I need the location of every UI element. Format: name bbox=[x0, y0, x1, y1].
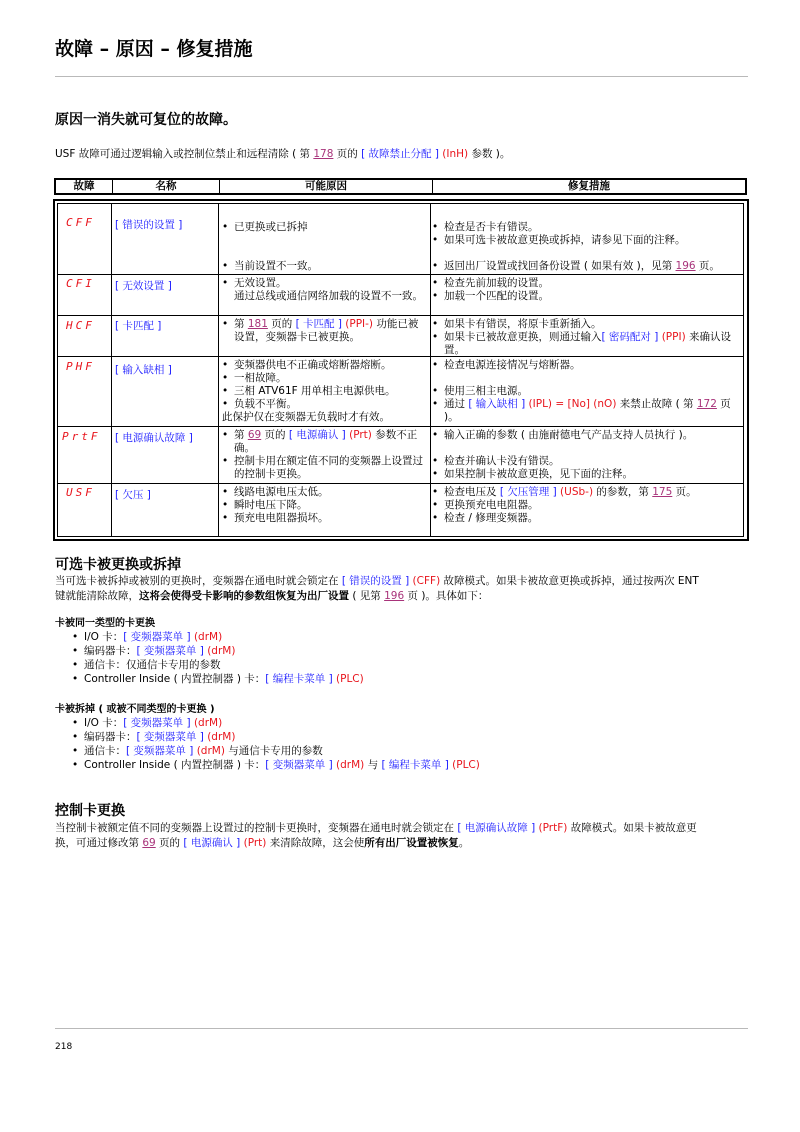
fault-cause: • 线路电源电压太低。 • 瞬时电压下降。 • 预充电电阻器损坏。 bbox=[222, 486, 428, 525]
list-item: • 编码器卡：[ 变频器菜单 ] (drM) bbox=[72, 730, 480, 744]
fault-remedy: • 检查是否卡有错误。 • 如果可选卡被故意更换或拆掉，请参见下面的注释。 bbox=[432, 221, 742, 247]
section3-heading: 控制卡更换 bbox=[55, 803, 125, 819]
fault-cause: • 变频器供电不正确或熔断器熔断。 • 一相故障。 • 三相 ATV61F 用单相主电源供电。 • 负载不平衡。 此保护仅在变频器无负载时才有效。 bbox=[222, 359, 428, 424]
subheading-removed: 卡被拆掉 ( 或被不同类型的卡更换 ) bbox=[55, 704, 215, 715]
list-item: • I/O 卡：[ 变频器菜单 ] (drM) bbox=[72, 716, 480, 730]
fault-name: [ 错误的设置 ] bbox=[115, 219, 183, 231]
fault-cause: • 已更换或已拆掉 bbox=[222, 221, 427, 234]
section3-paragraph: 当控制卡被额定值不同的变频器上设置过的控制卡更换时，变频器在通电时就会锁定在 [ 电源确认故障 ] (PrtF) 故障模式。如果卡被故意更 换，可通过修改第 69 页的 [ 电源确认 ] (Prt) 来清除故障，这会使所有出厂设置被恢复。 bbox=[55, 822, 697, 849]
fault-code: CFI bbox=[66, 277, 95, 290]
list-item: • Controller Inside ( 内置控制器 ) 卡：[ 编程卡菜单 ] (PLC) bbox=[72, 672, 364, 686]
fault-cause: • 无效设置。 通过总线或通信网络加载的设置不一致。 bbox=[222, 277, 427, 303]
fault-cause: • 第 69 页的 [ 电源确认 ] (Prt) 参数不正确。 • 控制卡用在额定值不同的变频器上设置过的控制卡更换。 bbox=[222, 429, 428, 481]
fault-name: [ 卡匹配 ] bbox=[115, 320, 162, 332]
header-rule bbox=[55, 76, 748, 77]
section1-intro: USF 故障可通过逻辑输入或控制位禁止和远程清除 ( 第 178 页的 [ 故障禁止分配 ] (InH) 参数 )。 bbox=[55, 148, 511, 160]
section2-paragraph: 当可选卡被拆掉或被别的更换时，变频器在通电时就会锁定在 [ 错误的设置 ] (CFF) 故障模式。如果卡被故意更换或拆掉，通过按两次 ENT 键就能清除故障，这将会使得受卡影响的参数组恢复为出厂设置 ( 见第 196 页 )。具体如下： bbox=[55, 575, 699, 602]
fault-name: [ 电源确认故障 ] bbox=[115, 432, 193, 444]
fault-remedy: • 检查先前加载的设置。 • 加载一个匹配的设置。 bbox=[432, 277, 742, 303]
fault-cause: • 当前设置不一致。 bbox=[222, 260, 427, 273]
fault-remedy: • 输入正确的参数 ( 由施耐德电气产品支持人员执行 )。 • 检查并确认卡没有错误。 • 如果控制卡被故意更换，见下面的注释。 bbox=[432, 429, 744, 481]
fault-cause: • 第 181 页的 [ 卡匹配 ] (PPI-) 功能已被设置，变频器卡已被更换。 bbox=[222, 318, 428, 344]
list-item: • Controller Inside ( 内置控制器 ) 卡：[ 变频器菜单 ] (drM) 与 [ 编程卡菜单 ] (PLC) bbox=[72, 758, 480, 772]
fault-code: HCF bbox=[66, 319, 95, 332]
page-link[interactable]: 178 bbox=[313, 148, 334, 160]
fault-code: USF bbox=[66, 486, 95, 499]
fault-name: [ 输入缺相 ] bbox=[115, 364, 172, 376]
list-removed bbox=[72, 716, 480, 772]
table-header bbox=[54, 178, 747, 195]
page-number: 218 bbox=[55, 1042, 73, 1052]
header-fault: 故障 bbox=[56, 180, 113, 193]
list-item: • 通信卡：仅通信卡专用的参数 bbox=[72, 658, 364, 672]
subheading-same-type: 卡被同一类型的卡更换 bbox=[55, 618, 155, 629]
fault-code: CFF bbox=[66, 216, 95, 229]
header-name: 名称 bbox=[113, 180, 220, 193]
fault-remedy: • 如果卡有错误，将原卡重新插入。 • 如果卡已被故意更换，则通过输入[ 密码配对 ] (PPI) 来确认设置。 bbox=[432, 318, 742, 357]
fault-code: PrtF bbox=[62, 430, 101, 443]
fault-remedy: • 检查电压及 [ 欠压管理 ] (USb-) 的参数，第 175 页。 • 更换预充电电阻器。 • 检查 / 修理变频器。 bbox=[432, 486, 744, 525]
footer-rule bbox=[55, 1028, 748, 1029]
list-item: • 编码器卡：[ 变频器菜单 ] (drM) bbox=[72, 644, 364, 658]
fault-code: PHF bbox=[66, 360, 95, 373]
fault-name: [ 无效设置 ] bbox=[115, 280, 172, 292]
list-same-type bbox=[72, 630, 364, 686]
page-title: 故障 – 原因 – 修复措施 bbox=[55, 38, 253, 60]
list-item: • 通信卡：[ 变频器菜单 ] (drM) 与通信卡专用的参数 bbox=[72, 744, 480, 758]
list-item: • I/O 卡：[ 变频器菜单 ] (drM) bbox=[72, 630, 364, 644]
header-remedy: 修复措施 bbox=[568, 180, 610, 192]
fault-remedy: • 检查电源连接情况与熔断器。 • 使用三相主电源。 • 通过 [ 输入缺相 ] (IPL) = [No] (nO) 来禁止故障 ( 第 172 页 )。 bbox=[432, 359, 744, 424]
header-cause: 可能原因 bbox=[220, 180, 433, 193]
section1-heading: 原因一消失就可复位的故障。 bbox=[55, 112, 237, 128]
fault-remedy: • 返回出厂设置或找回备份设置 ( 如果有效 )，见第 196 页。 bbox=[432, 260, 744, 273]
section2-heading: 可选卡被更换或拆掉 bbox=[55, 557, 181, 573]
fault-name: [ 欠压 ] bbox=[115, 489, 151, 501]
